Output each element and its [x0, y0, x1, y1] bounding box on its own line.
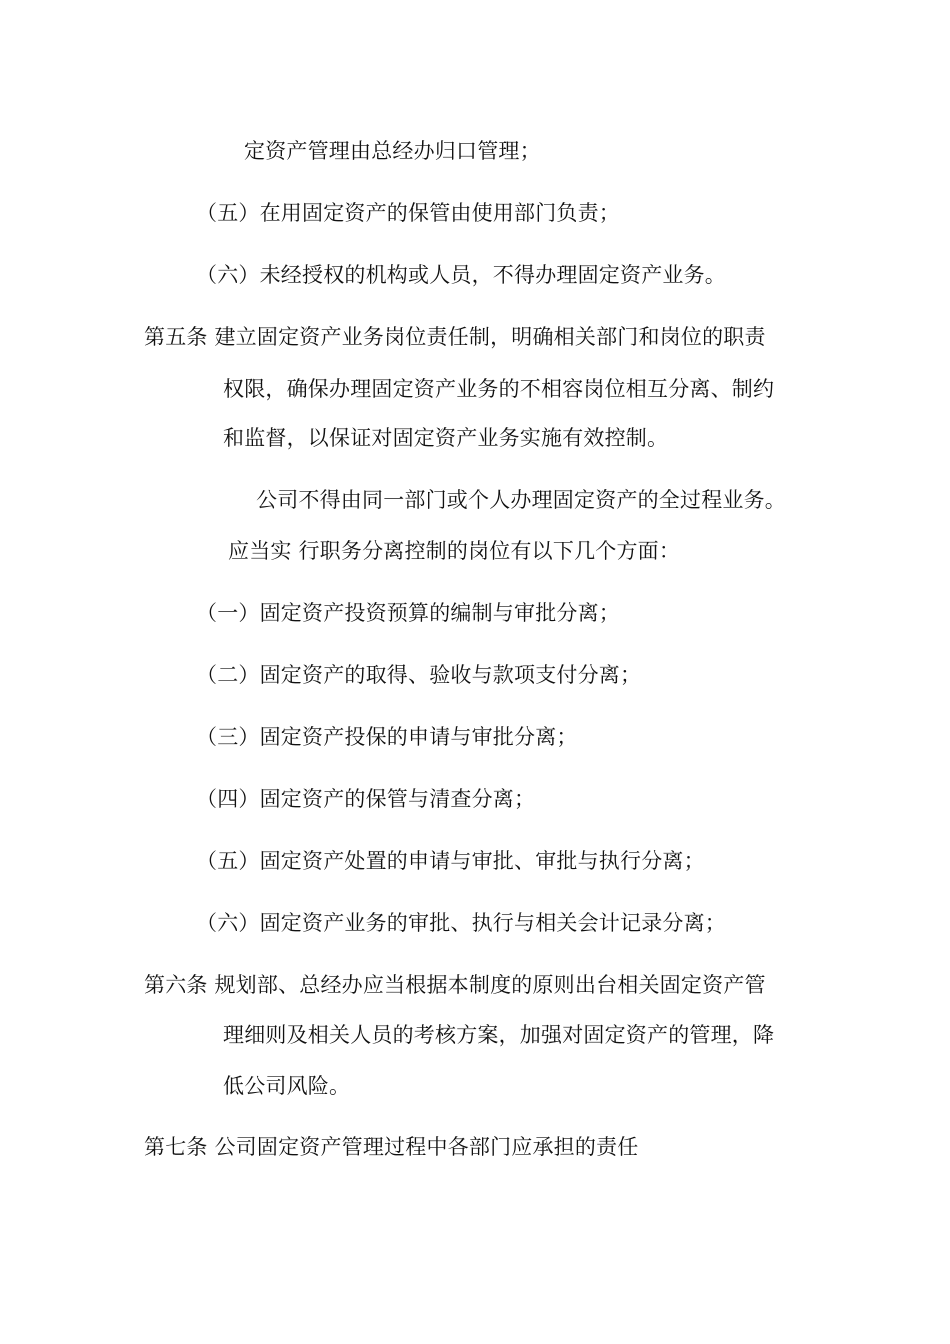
list-item-5: （五）固定资产处置的申请与审批、审批与执行分离；: [196, 849, 705, 873]
text-line-2: （五）在用固定资产的保管由使用部门负责；: [196, 201, 620, 225]
list-item-4: （四）固定资产的保管与清查分离；: [196, 787, 536, 811]
article-7-heading: 第七条 公司固定资产管理过程中各部门应承担的责任: [144, 1135, 639, 1159]
list-item-3: （三）固定资产投保的申请与审批分离；: [196, 725, 578, 749]
article-6-heading: 第六条 规划部、总经办应当根据本制度的原则出台相关固定资产管: [144, 973, 766, 997]
text-line-5: 权限，确保办理固定资产业务的不相容岗位相互分离、制约: [223, 377, 775, 401]
article-5-heading: 第五条 建立固定资产业务岗位责任制，明确相关部门和岗位的职责: [144, 325, 766, 349]
list-item-6: （六）固定资产业务的审批、执行与相关会计记录分离；: [196, 911, 726, 935]
text-line-7: 公司不得由同一部门或个人办理固定资产的全过程业务。: [256, 488, 786, 512]
text-line-3: （六）未经授权的机构或人员，不得办理固定资产业务。: [196, 263, 726, 287]
list-item-2: （二）固定资产的取得、验收与款项支付分离；: [196, 663, 642, 687]
text-line-6: 和监督，以保证对固定资产业务实施有效控制。: [223, 426, 669, 450]
text-line-16: 理细则及相关人员的考核方案，加强对固定资产的管理，降: [223, 1023, 775, 1047]
list-item-1: （一）固定资产投资预算的编制与审批分离；: [196, 601, 620, 625]
text-line-8: 应当实 行职务分离控制的岗位有以下几个方面：: [228, 539, 681, 563]
text-line-17: 低公司风险。: [223, 1074, 351, 1098]
text-line-1: 定资产管理由总经办归口管理；: [244, 139, 541, 163]
